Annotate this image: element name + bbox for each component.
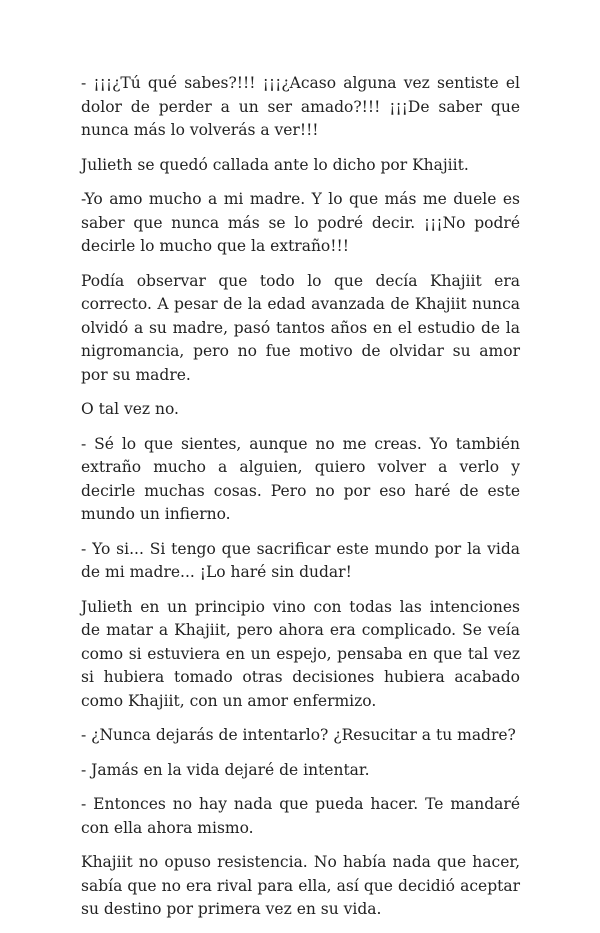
paragraph-7: - Yo si... Si tengo que sacrificar este mundo por la vida de mi madre... ¡Lo haré sin dudar! <box>81 539 520 581</box>
paragraph-2: Julieth se quedó callada ante lo dicho por Khajiit. <box>81 155 469 174</box>
paragraph-11: - Entonces no hay nada que pueda hacer. Te mandaré con ella ahora mismo. <box>81 795 520 837</box>
paragraph-8: Julieth en un principio vino con todas las intenciones de matar a Khajiit, pero ahora era complicado. Se veía como si estuviera en un espejo, pensaba en que tal vez si hubiera tomado otras decisiones hubiera acabado como Khajiit, con un amor enfermizo. <box>81 597 520 710</box>
paragraph-10: - Jamás en la vida dejaré de intentar. <box>81 760 370 779</box>
paragraph-12: Khajiit no opuso resistencia. No había nada que hacer, sabía que no era rival para ella, así que decidió aceptar su destino por primera vez en su vida. <box>81 853 520 918</box>
document-page <box>81 72 520 933</box>
paragraph-1: - ¡¡¡¿Tú qué sabes?!!! ¡¡¡¿Acaso alguna vez sentiste el dolor de perder a un ser amado?!!! ¡¡¡De saber que nunca más lo volverás a ver!!! <box>81 74 520 139</box>
paragraph-9: - ¿Nunca dejarás de intentarlo? ¿Resucitar a tu madre? <box>81 726 516 744</box>
paragraph-6: - Sé lo que sientes, aunque no me creas. Yo también extraño mucho a alguien, quiero volver a verlo y decirle muchas cosas. Pero no por eso haré de este mundo un infierno. <box>81 434 520 523</box>
paragraph-4: Podía observar que todo lo que decía Khajiit era correcto. A pesar de la edad avanzada de Khajiit nunca olvidó a su madre, pasó tantos años en el estudio de la nigromancia, pero no fue motivo de olvidar su amor por su madre. <box>81 271 520 384</box>
paragraph-5: O tal vez no. <box>81 400 179 418</box>
paragraph-3: -Yo amo mucho a mi madre. Y lo que más me duele es saber que nunca más se lo podré decir. ¡¡¡No podré decirle lo mucho que la extraño!!! <box>81 190 520 255</box>
